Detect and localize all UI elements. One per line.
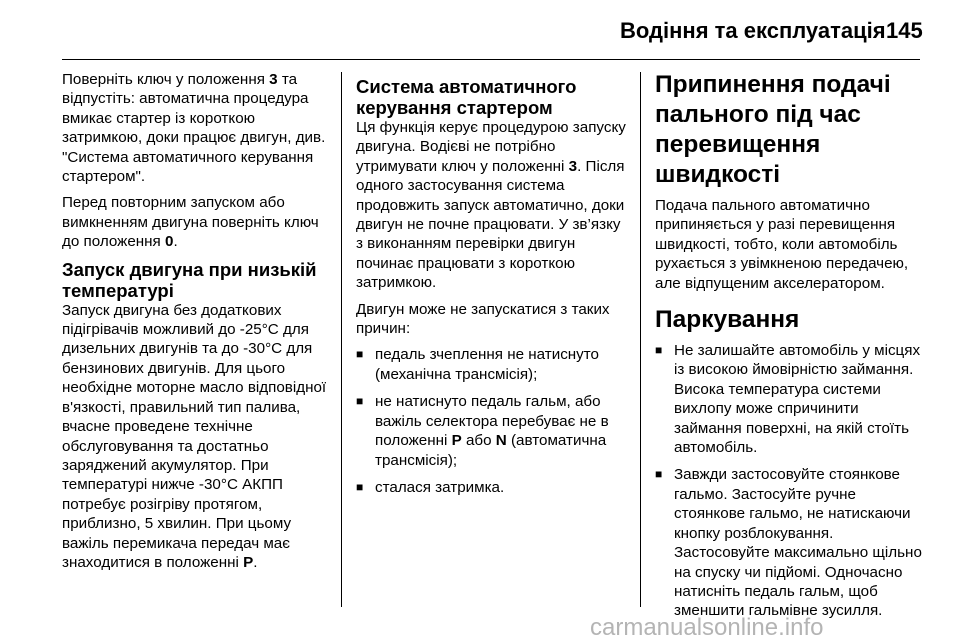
list-item: ■ Завжди застосовуйте стоянкове гальмо. Застосуйте ручне стоянкове гальмо, не натискаючи кнопку розблокування. Застосовуйте максимально щільно на спуску чи підйомі. Одночасно натисніть педаль гальм, щоб зменшити гальмівне зусилля. <box>655 465 922 620</box>
paragraph-reasons: Двигун може не запускатися з таких причин: <box>356 300 610 338</box>
parking-list <box>655 341 922 621</box>
page-number: 145 <box>886 18 923 43</box>
watermark: carmanualsonline.info <box>590 614 824 641</box>
heading-auto-starter: Система автоматичного керування стартером <box>356 76 577 118</box>
column-divider-2 <box>640 72 641 607</box>
column-1 <box>62 70 330 579</box>
column-2 <box>356 70 626 505</box>
list-item: ■ педаль зчеплення не натиснуто (механічна трансмісія); <box>356 345 626 384</box>
paragraph-restart: Перед повторним запуском або вимкненням двигуна поверніть ключ до положення 0. <box>62 194 319 251</box>
heading-cold-start: Запуск двигуна при низькій температурі <box>62 258 317 301</box>
list-item: ■ Не залишайте автомобіль у місцях із високою ймовірністю займання. Висока температура системи вихлопу може спричинити займання поверхні, на якій стоїть автомобіль. <box>655 341 922 457</box>
column-3 <box>655 70 922 629</box>
reasons-list <box>356 345 626 497</box>
list-item: ■ сталася затримка. <box>356 478 626 497</box>
header-rule <box>62 59 920 60</box>
paragraph-fuel-cutoff: Подача пального автоматично припиняється у разі перевищення швидкості, тобто, коли автомобіль рухається з увімкненою передачею, але відпущеним акселератором. <box>655 197 909 292</box>
paragraph-auto-starter: Ця функція керує процедурою запуску двигуна. Водієві не потрібно утримувати ключ у положенні 3. Після одного застосування система продовжить запуск автоматично, доки двигун не почне працювати. У зв’язку з виконанням перевірки двигун починає працювати з короткою затримкою. <box>356 119 626 292</box>
list-item: ■ не натиснуто педаль гальм, або важіль селектора перебуває не в положенні P або N (автоматична трансмісія); <box>356 392 626 470</box>
running-header: Водіння та експлуатація <box>620 18 886 43</box>
heading-parking: Паркування <box>655 306 800 334</box>
paragraph-turn-key: Поверніть ключ у положення 3 та відпустіть: автоматична процедура вмикає стартер із короткою затримкою, доки працює двигун, див. "Система автоматичного керування стартером". <box>62 71 326 186</box>
paragraph-cold-start: Запуск двигуна без додаткових підігрівачів можливий до -25°C для дизельних двигунів та до -30°C для бензинових двигунів. Для цього необхідне моторне масло відповідної в'язкості, правильний тип палива, вчасне проведене технічне обслуговування та достатньо заряджений акумулятор. При температурі нижче -30°C АКПП потребує розігріву протягом, приблизно, 5 хвилин. При цьому важіль перемикача передач має знаходитися в положенні P. <box>62 301 327 571</box>
heading-fuel-cutoff: Припинення подачі пального під час перевищення швидкості <box>655 71 891 188</box>
column-divider-1 <box>341 72 342 607</box>
